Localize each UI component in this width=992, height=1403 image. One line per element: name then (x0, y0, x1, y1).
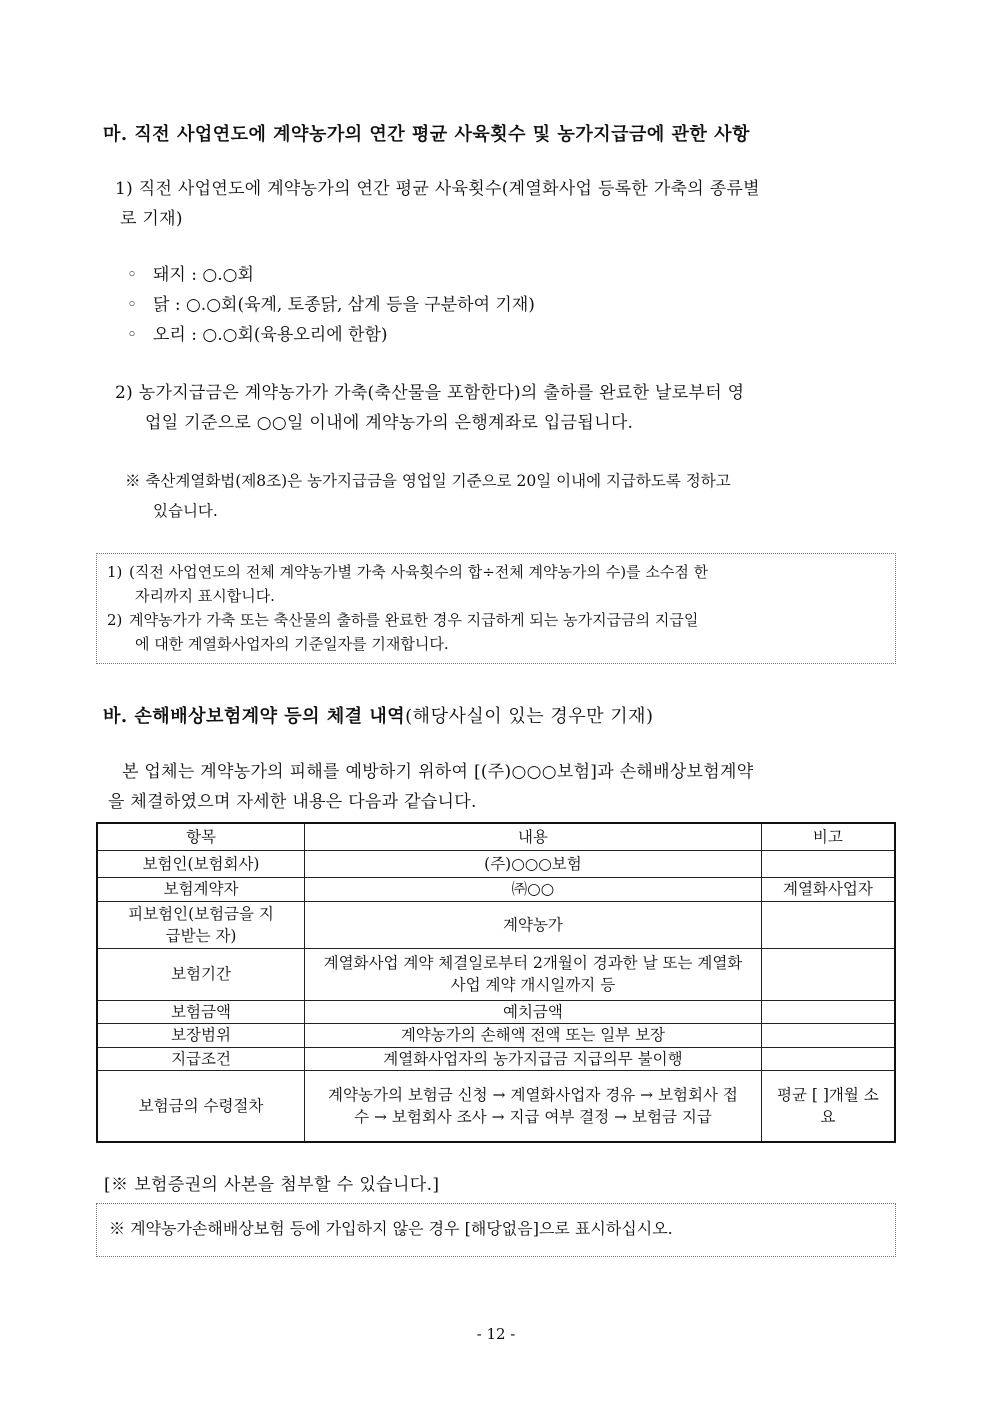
cell-item: 보험인(보험회사) (97, 850, 305, 877)
bullet-item-chicken (127, 290, 535, 320)
item1-line2: 로 기재) (120, 209, 183, 229)
cell-note (761, 1047, 895, 1070)
cell-note: 계열화사업자 (761, 877, 895, 901)
cell-note: 평균 [ ]개월 소요 (761, 1070, 895, 1142)
intro-line1: 본 업체는 계약농가의 피해를 예방하기 위하여 [(주)○○○보험]과 손해배상보험계약 (122, 762, 754, 782)
no-insurance-note: ※ 계약농가손해배상보험 등에 가입하지 않은 경우 [해당없음]으로 표시하십시오. (109, 1219, 673, 1238)
bullet-mark: ◦ (127, 265, 138, 285)
cell-item: 피보험인(보험금을 지급받는 자) (97, 901, 305, 948)
bullet-text: 오리 : ○.○회(육용오리에 한함) (153, 325, 388, 345)
guide-item (107, 608, 885, 656)
cell-item: 지급조건 (97, 1047, 305, 1070)
guide-line2: 자리까지 표시합니다. (135, 587, 275, 605)
guide-line1: 계약농가가 가축 또는 축산물의 출하를 완료한 경우 지급하게 되는 농가지급금의 지급일 (129, 611, 699, 629)
item2-line2: 업일 기준으로 ○○일 이내에 계약농가의 은행계좌로 입금됩니다. (145, 413, 634, 433)
cell-note (761, 1000, 895, 1023)
bullet-text: 돼지 : ○.○회 (153, 265, 254, 285)
table-row (97, 1023, 895, 1047)
cell-note (761, 901, 895, 948)
cell-item: 보험금액 (97, 1000, 305, 1023)
table-row (97, 948, 895, 1000)
law-note (125, 466, 900, 526)
cell-content: 계약농가의 보험금 신청 → 계열화사업자 경유 → 보험회사 접수 → 보험회사 조사 → 지급 여부 결정 → 보험금 지급 (305, 1070, 762, 1142)
section-ma-heading: 마. 직전 사업연도에 계약농가의 연간 평균 사육횟수 및 농가지급금에 관한 사항 (103, 124, 750, 145)
section-ba-heading (103, 702, 654, 728)
attach-note: [※ 보험증권의 사본을 첨부할 수 있습니다.] (104, 1175, 440, 1195)
cell-note (761, 1023, 895, 1047)
section-ba-heading-bold: 바. 손해배상보험계약 등의 체결 내역 (103, 706, 406, 727)
header-content: 내용 (305, 823, 762, 850)
guide-line2: 에 대한 계열화사업자의 기준일자를 기재합니다. (135, 635, 449, 653)
cell-item: 보장범위 (97, 1023, 305, 1047)
table-row (97, 1000, 895, 1023)
livestock-bullet-list (127, 260, 535, 350)
cell-content: 예치금액 (305, 1000, 762, 1023)
bullet-mark: ◦ (127, 295, 138, 315)
insurance-intro (108, 757, 900, 817)
law-note-line1: ※ 축산계열화법(제8조)은 농가지급금을 영업일 기준으로 20일 이내에 지급하도록 정하고 (125, 472, 731, 490)
cell-item: 보험금의 수령절차 (97, 1070, 305, 1142)
cell-note (761, 948, 895, 1000)
bullet-mark: ◦ (127, 325, 138, 345)
bullet-text: 닭 : ○.○회(육계, 토종닭, 삼계 등을 구분하여 기재) (153, 295, 535, 315)
table-row (97, 901, 895, 948)
guide-box (96, 553, 896, 664)
bullet-item-duck (127, 320, 535, 350)
law-note-line2: 있습니다. (153, 502, 218, 520)
guide-number: 2) (107, 611, 123, 629)
item2-text (115, 378, 900, 438)
cell-content: 계열화사업 계약 체결일로부터 2개월이 경과한 날 또는 계열화사업 계약 개시일까지 등 (305, 948, 762, 1000)
table-row (97, 877, 895, 901)
guide-item (107, 560, 885, 608)
cell-item: 보험기간 (97, 948, 305, 1000)
cell-content: ㈜○○ (305, 877, 762, 901)
section-ba-heading-note: (해당사실이 있는 경우만 기재) (405, 706, 654, 727)
cell-content: 계약농가 (305, 901, 762, 948)
table-row (97, 1047, 895, 1070)
guide-line1: (직전 사업연도의 전체 계약농가별 가축 사육횟수의 합÷전체 계약농가의 수)를 소수점 한 (129, 563, 709, 581)
cell-item: 보험계약자 (97, 877, 305, 901)
insurance-table (96, 822, 896, 1143)
table-row (97, 850, 895, 877)
cell-content: 계열화사업자의 농가지급금 지급의무 불이행 (305, 1047, 762, 1070)
item2-line1: 2) 농가지급금은 계약농가가 가축(축산물을 포함한다)의 출하를 완료한 날로부터 영 (115, 383, 745, 403)
header-note: 비고 (761, 823, 895, 850)
intro-line2: 을 체결하였으며 자세한 내용은 다음과 같습니다. (108, 792, 477, 812)
header-item: 항목 (97, 823, 305, 850)
item1-line1: 1) 직전 사업연도에 계약농가의 연간 평균 사육횟수(계열화사업 등록한 가축의 종류별 (115, 179, 760, 199)
no-insurance-box (96, 1203, 896, 1257)
bullet-item-pig (127, 260, 535, 290)
guide-number: 1) (107, 563, 123, 581)
table-row (97, 1070, 895, 1142)
table-header-row (97, 823, 895, 850)
item1-text (115, 174, 900, 234)
cell-content: (주)○○○보험 (305, 850, 762, 877)
page-number: - 12 - (476, 1325, 516, 1343)
cell-content: 계약농가의 손해액 전액 또는 일부 보장 (305, 1023, 762, 1047)
cell-note (761, 850, 895, 877)
